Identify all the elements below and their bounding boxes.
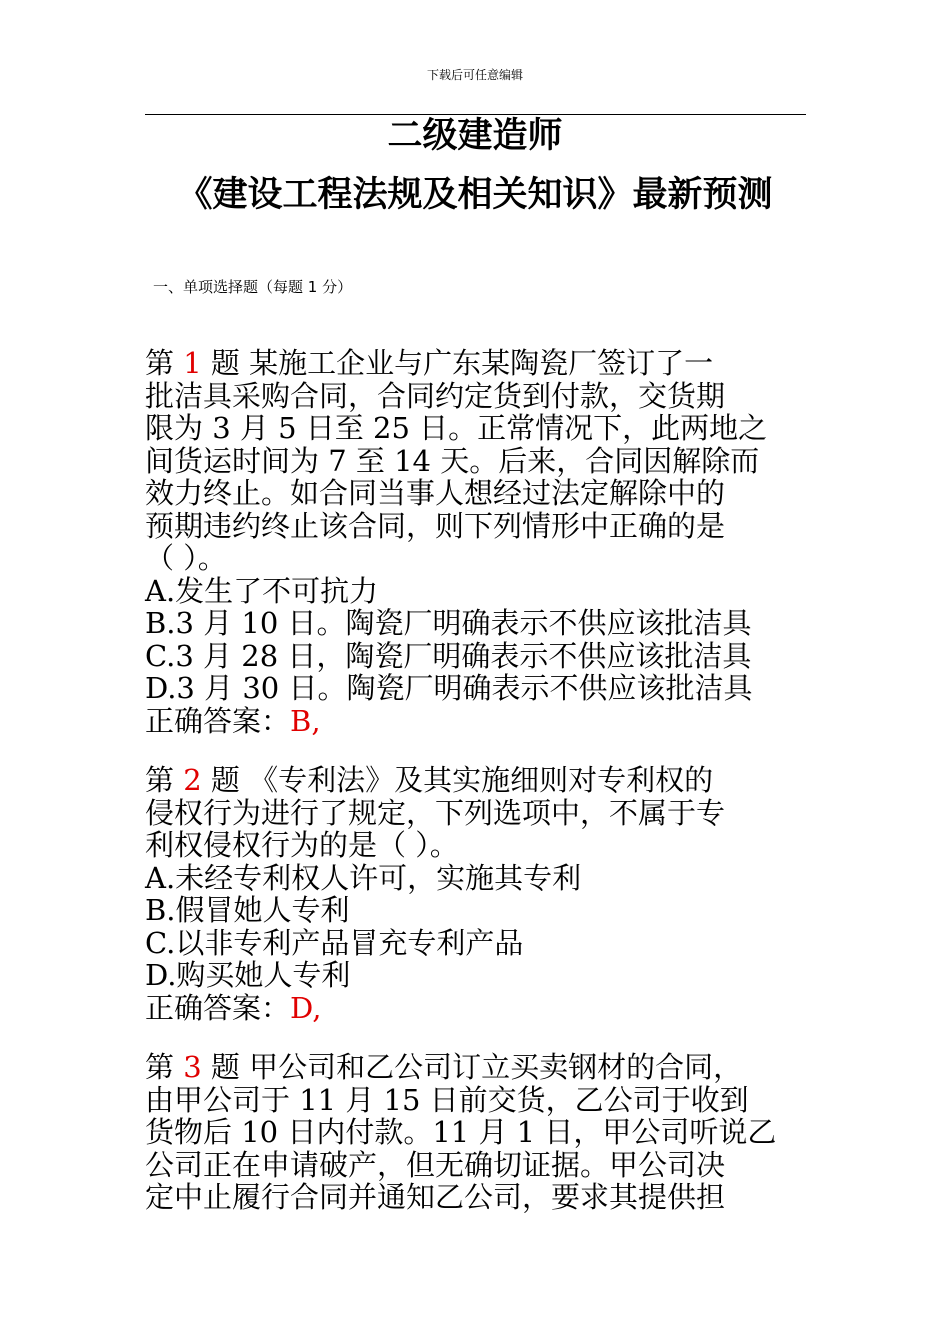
page-header-note: 下载后可任意编辑	[426, 68, 523, 82]
question-suffix: 题	[201, 763, 240, 797]
correct-answer	[145, 992, 815, 1025]
question-text-line: 间货运时间为 7 至 14 天。后来，合同因解除而	[145, 443, 760, 478]
question-text-line: 定中止履行合同并通知乙公司，要求其提供担	[145, 1180, 726, 1214]
answer-value: D,	[290, 990, 322, 1025]
answer-value: B,	[290, 703, 321, 738]
question-text-line: 公司正在申请破产，但无确切证据。甲公司决	[145, 1147, 726, 1182]
section-heading: 一、单项选择题（每题 1 分）	[153, 278, 353, 296]
option-d: D.3 月 30 日。陶瓷厂明确表示不供应该批洁具	[145, 671, 753, 705]
question-text-line: （ ）。	[145, 541, 227, 575]
question-text-line: 预期违约终止该合同，则下列情形中正确的是	[145, 508, 726, 543]
question-suffix: 题	[201, 346, 240, 380]
question-text: 某施工企业与广东某陶瓷厂签订了一	[239, 346, 714, 380]
question-text: 甲公司和乙公司订立买卖钢材的合同，	[239, 1050, 743, 1084]
option-d: D.购买她人专利	[145, 958, 351, 992]
question-3	[145, 1051, 815, 1214]
question-text: 《专利法》及其实施细则对专利权的	[239, 763, 714, 797]
question-text-line: 货物后 10 日内付款。11 月 1 日，甲公司听说乙	[145, 1115, 777, 1149]
answer-label: 正确答案：	[145, 703, 291, 738]
question-number: 3	[183, 1050, 202, 1084]
question-stem-line	[145, 764, 815, 797]
question-2	[145, 764, 815, 1024]
question-text-line: 效力终止。如合同当事人想经过法定解除中的	[145, 476, 726, 510]
answer-label: 正确答案：	[145, 990, 291, 1025]
question-prefix: 第	[145, 1050, 184, 1084]
question-text-line: 限为 3 月 5 日至 25 日。正常情况下，此两地之	[145, 411, 768, 445]
question-text-line: 由甲公司于 11 月 15 日前交货，乙公司于收到	[145, 1082, 749, 1117]
option-a: A.未经专利权人许可，实施其专利	[145, 860, 582, 895]
document-subtitle: 《建设工程法规及相关知识》最新预测	[177, 175, 773, 215]
option-b: B.假冒她人专利	[145, 893, 350, 927]
question-text-line: 批洁具采购合同，合同约定货到付款，交货期	[145, 378, 726, 413]
correct-answer	[145, 705, 815, 738]
question-number: 2	[183, 763, 202, 797]
question-stem-line	[145, 1051, 815, 1084]
question-suffix: 题	[201, 1050, 240, 1084]
option-c: C.以非专利产品冒充专利产品	[145, 925, 524, 960]
option-a: A.发生了不可抗力	[145, 573, 379, 608]
question-1	[145, 347, 815, 737]
question-text-line: 利权侵权行为的是（ ）。	[145, 828, 459, 862]
option-b: B.3 月 10 日。陶瓷厂明确表示不供应该批洁具	[145, 606, 752, 640]
document-title: 二级建造师	[387, 116, 563, 156]
option-c: C.3 月 28 日，陶瓷厂明确表示不供应该批洁具	[145, 638, 752, 673]
question-prefix: 第	[145, 763, 184, 797]
question-text-line: 侵权行为进行了规定，下列选项中，不属于专	[145, 795, 726, 830]
question-prefix: 第	[145, 346, 184, 380]
question-number: 1	[183, 346, 202, 380]
question-stem-line	[145, 347, 815, 380]
